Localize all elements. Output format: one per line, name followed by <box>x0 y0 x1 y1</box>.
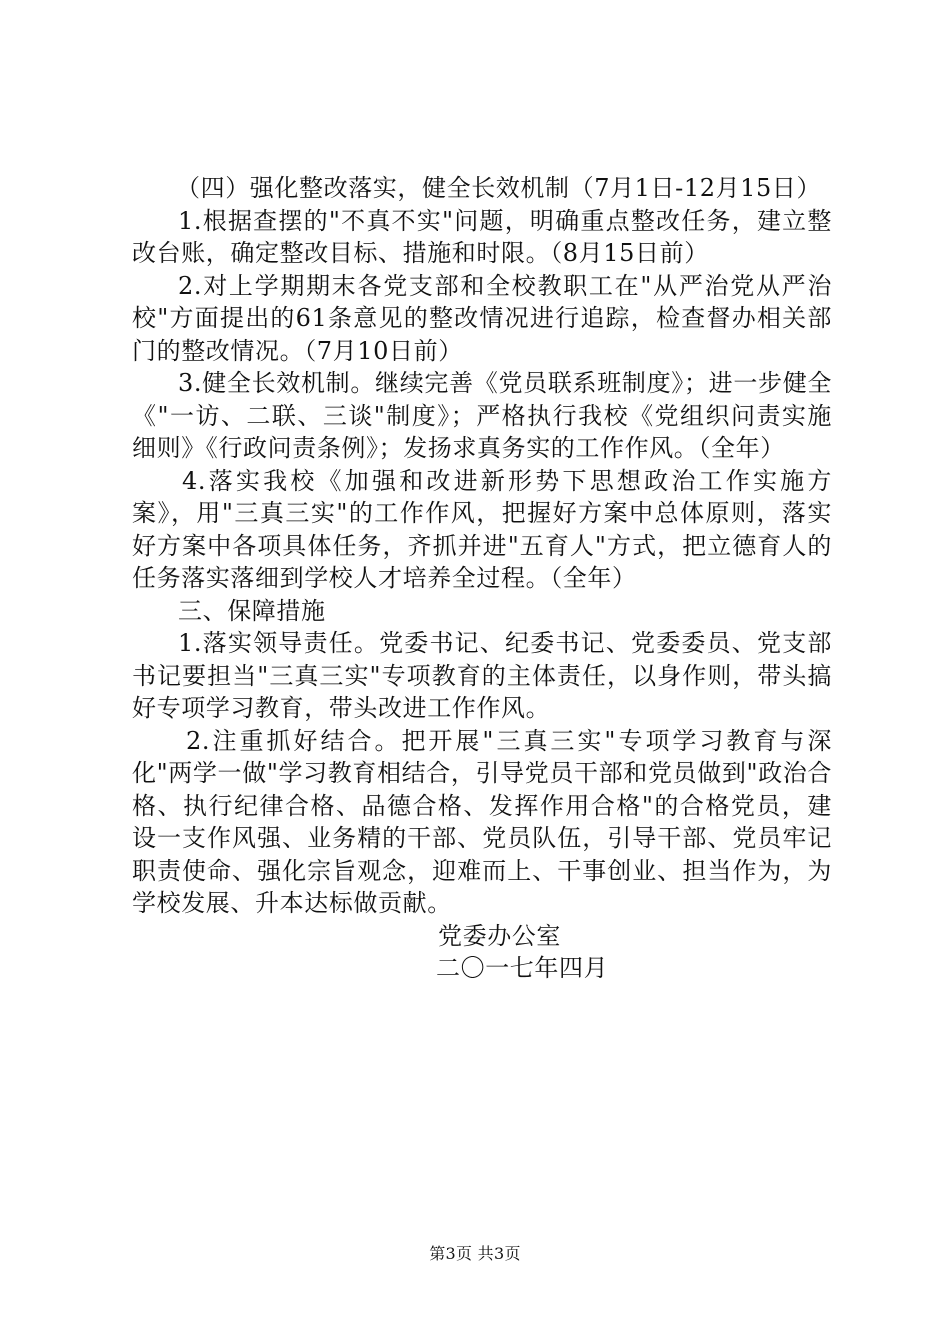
paragraph-item-3: 3.健全长效机制。继续完善《党员联系班制度》；进一步健全《"一访、二联、三谈"制度》；严格执行我校《党组织问责实施细则》《行政问责条例》；发扬求真务实的工作作风。（全年） <box>132 369 832 462</box>
paragraph-item-1: 1.根据查摆的"不真不实"问题，明确重点整改任务，建立整改台账，确定整改目标、措施和时限。（8月15日前） <box>132 206 832 267</box>
document-body <box>132 172 832 985</box>
signature-office: 党委办公室 <box>438 921 561 950</box>
signature-date: 二〇一七年四月 <box>436 954 609 982</box>
paragraph-safeguard-1: 1.落实领导责任。党委书记、纪委书记、党委委员、党支部书记要担当"三真三实"专项教育的主体责任，以身作则，带头搞好专项学习教育，带头改进工作作风。 <box>132 629 832 722</box>
section-heading-safeguards: 三、保障措施 <box>178 596 326 625</box>
paragraph-item-2: 2.对上学期期末各党支部和全校教职工在"从严治党从严治校"方面提出的61条意见的整改情况进行追踪，检查督办相关部门的整改情况。（7月10日前） <box>132 271 832 365</box>
page-footer: 第3页 共3页 <box>429 1244 521 1263</box>
paragraph-item-4: 4.落实我校《加强和改进新形势下思想政治工作实施方案》，用"三真三实"的工作作风，把握好方案中总体原则，落实好方案中各项具体任务，齐抓并进"五育人"方式，把立德育人的任务落实落细到学校人才培养全过程。（全年） <box>132 466 832 592</box>
section-heading-rectification: （四）强化整改落实，健全长效机制（7月1日-12月15日） <box>176 174 822 202</box>
paragraph-safeguard-2: 2.注重抓好结合。把开展"三真三实"专项学习教育与深化"两学一做"学习教育相结合，引导党员干部和党员做到"政治合格、执行纪律合格、品德合格、发挥作用合格"的合格党员，建设一支作风强、业务精的干部、党员队伍，引导干部、党员牢记职责使命、强化宗旨观念，迎难而上、干事创业、担当作为，为学校发展、升本达标做贡献。 <box>132 726 832 917</box>
